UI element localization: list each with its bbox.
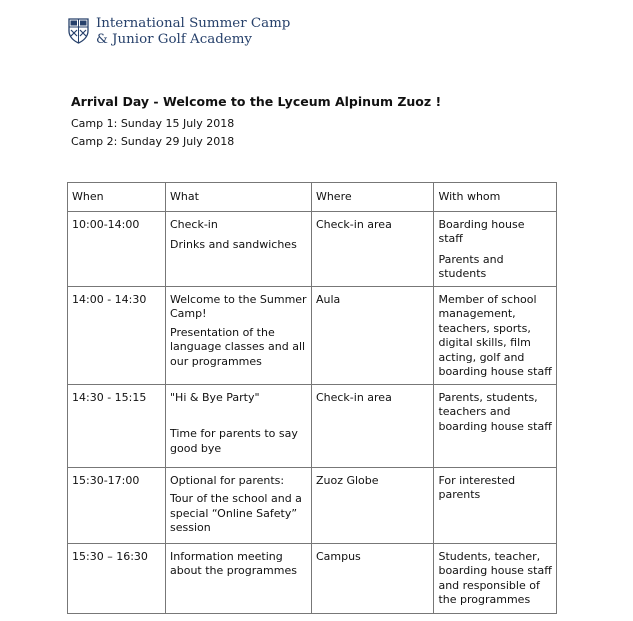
cell-what bbox=[166, 467, 312, 543]
cell-where: Check-in area bbox=[311, 211, 434, 286]
cell-what-line: Optional for parents: bbox=[170, 473, 285, 487]
header bbox=[68, 16, 290, 48]
table-row bbox=[68, 543, 557, 613]
cell-when: 14:30 - 15:15 bbox=[68, 384, 166, 467]
column-header-whom: With whom bbox=[434, 183, 557, 212]
cell-what-line: Check-in bbox=[170, 217, 218, 231]
cell-what bbox=[166, 211, 312, 286]
cell-what-line: Time for parents to say good bye bbox=[170, 427, 298, 455]
cell-whom bbox=[434, 384, 557, 467]
cell-whom bbox=[434, 286, 557, 384]
cell-where: Check-in area bbox=[311, 384, 434, 467]
table-row bbox=[68, 467, 557, 543]
schedule-table bbox=[67, 182, 557, 614]
cell-whom-line: Member of school management, teachers, sports, digital skills, film acting, golf and boarding house staff bbox=[438, 292, 552, 378]
cell-what-line: Information meeting about the programmes bbox=[170, 549, 297, 577]
cell-whom-line: Parents and students bbox=[438, 252, 504, 280]
org-name-line2: & Junior Golf Academy bbox=[96, 32, 252, 47]
cell-when: 14:00 - 14:30 bbox=[68, 286, 166, 384]
cell-whom-line: Boarding house staff bbox=[438, 217, 525, 245]
cell-what-line: Tour of the school and a special “Online Safety” session bbox=[170, 492, 302, 534]
column-header-what: What bbox=[166, 183, 312, 212]
cell-what-line: Welcome to the Summer Camp! bbox=[170, 292, 307, 320]
table-row bbox=[68, 384, 557, 467]
column-header-where: Where bbox=[311, 183, 434, 212]
cell-when: 10:00-14:00 bbox=[68, 211, 166, 286]
camp-date-1: Camp 1: Sunday 15 July 2018 bbox=[71, 117, 235, 130]
page-title: Arrival Day - Welcome to the Lyceum Alpinum Zuoz ! bbox=[71, 94, 442, 109]
cell-whom-line: Students, teacher, boarding house staff and responsible of the programmes bbox=[438, 549, 552, 606]
crest-logo-icon bbox=[68, 18, 89, 44]
cell-what bbox=[166, 543, 312, 613]
table-header-row bbox=[68, 183, 557, 212]
cell-whom bbox=[434, 543, 557, 613]
cell-where: Aula bbox=[311, 286, 434, 384]
cell-when: 15:30 – 16:30 bbox=[68, 543, 166, 613]
cell-what bbox=[166, 384, 312, 467]
cell-whom bbox=[434, 467, 557, 543]
cell-whom-line: For interested parents bbox=[438, 473, 516, 501]
column-header-when: When bbox=[68, 183, 166, 212]
cell-whom bbox=[434, 211, 557, 286]
cell-where: Zuoz Globe bbox=[311, 467, 434, 543]
camp-date-2: Camp 2: Sunday 29 July 2018 bbox=[71, 135, 235, 148]
org-name-line1: International Summer Camp bbox=[96, 16, 291, 31]
cell-what-line: Drinks and sandwiches bbox=[170, 238, 297, 251]
table-row bbox=[68, 286, 557, 384]
cell-what-line: Presentation of the language classes and all our programmes bbox=[170, 325, 306, 368]
cell-when: 15:30-17:00 bbox=[68, 467, 166, 543]
cell-what bbox=[166, 286, 312, 384]
cell-what-line: "Hi & Bye Party" bbox=[170, 390, 260, 404]
table-row bbox=[68, 211, 557, 286]
cell-whom-line: Parents, students, teachers and boarding house staff bbox=[438, 390, 552, 433]
cell-where: Campus bbox=[311, 543, 434, 613]
